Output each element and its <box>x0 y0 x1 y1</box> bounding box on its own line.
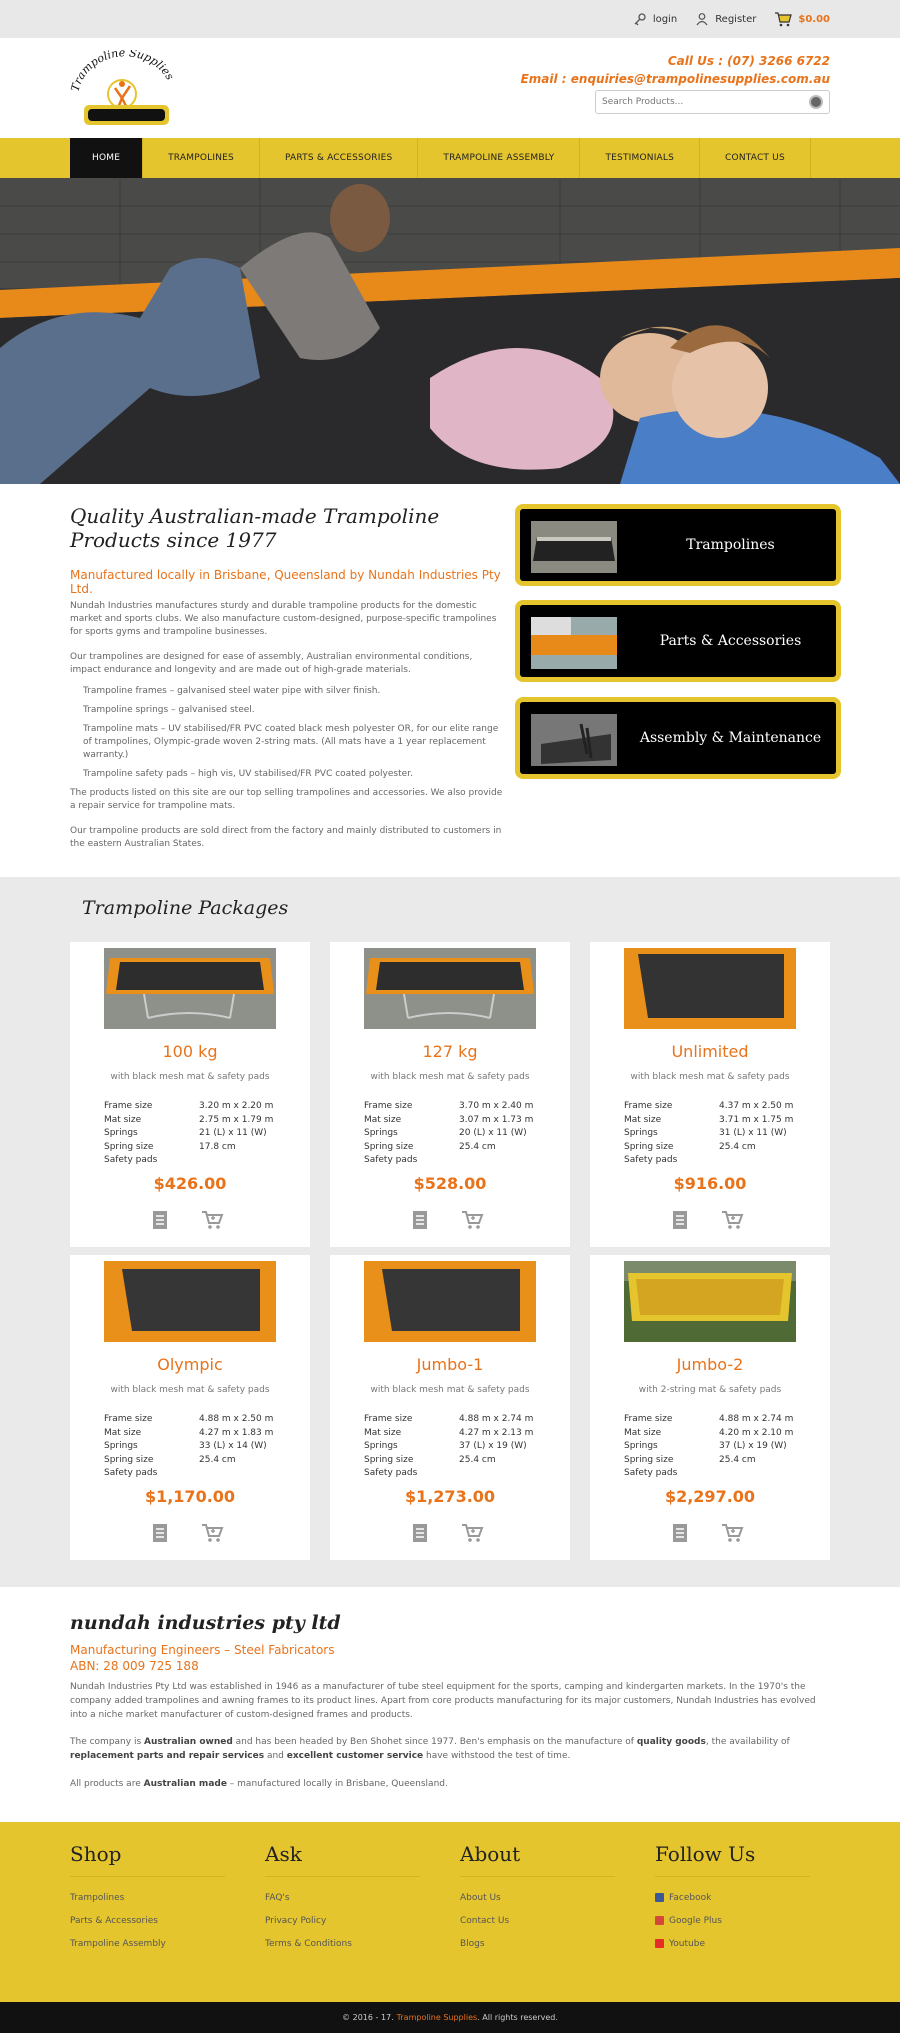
nav-home[interactable]: HOME <box>70 138 143 178</box>
package-actions <box>412 1210 483 1233</box>
logo-graphic <box>70 50 180 130</box>
spec-row: Mat size 3.07 m x 1.73 m <box>364 1114 534 1125</box>
package-specs <box>624 1413 793 1481</box>
spec-row: Safety pads <box>624 1468 678 1478</box>
copyright-brand-link[interactable]: Trampoline Supplies <box>396 2013 478 2022</box>
spec-row: Spring size 25.4 cm <box>624 1141 756 1152</box>
package-name[interactable]: Jumbo-1 <box>416 1355 484 1374</box>
package-name[interactable]: Unlimited <box>671 1042 749 1061</box>
footer-heading: Shop <box>70 1842 225 1877</box>
footer-link[interactable]: Parts & Accessories <box>70 1915 158 1926</box>
package-subtitle: with black mesh mat & safety pads <box>370 1385 530 1395</box>
package-price: $916.00 <box>673 1174 747 1193</box>
package-actions <box>672 1210 743 1233</box>
footer-heading: Ask <box>265 1842 420 1877</box>
package-actions <box>152 1523 223 1546</box>
footer-follow <box>655 1842 810 1960</box>
youtube-link[interactable]: Youtube <box>655 1937 810 1950</box>
footer-heading: Follow Us <box>655 1842 810 1877</box>
package-subtitle: with black mesh mat & safety pads <box>370 1072 530 1082</box>
top-bar <box>0 0 900 38</box>
site-logo[interactable] <box>70 50 180 130</box>
copyright-pre: © 2016 - 17. <box>342 2013 394 2022</box>
details-icon[interactable] <box>412 1523 428 1546</box>
login-label: login <box>652 13 678 25</box>
package-price: $1,273.00 <box>404 1487 496 1506</box>
about-paragraph-1: Nundah Industries Pty Ltd was established in 1946 as a manufacturer of tube steel equipment for the sports, camping and kindergarten markets. In the 1970's the company added trampolines and awning frames to its product lines. Apart from core products manufacturing for its major customers, Nundah Industries has evolved into a niche market manufacturer of custom-designed frames and products. <box>70 1682 816 1720</box>
google-plus-link[interactable]: Google Plus <box>655 1914 810 1927</box>
register-link[interactable] <box>695 12 756 26</box>
category-trampolines[interactable] <box>515 504 841 586</box>
spec-row: Safety pads <box>624 1155 678 1165</box>
main-nav <box>0 138 900 178</box>
list-item: Trampoline springs – galvanised steel. <box>83 705 255 715</box>
add-to-cart-icon[interactable] <box>721 1210 743 1233</box>
add-to-cart-icon[interactable] <box>461 1210 483 1233</box>
category-label: Parts & Accessories <box>659 633 802 649</box>
spec-row: Spring size 25.4 cm <box>364 1454 496 1465</box>
package-specs <box>364 1413 533 1481</box>
package-subtitle: with black mesh mat & safety pads <box>110 1072 270 1082</box>
nav-trampolines[interactable]: TRAMPOLINES <box>143 138 260 178</box>
footer-link[interactable]: About Us <box>460 1892 501 1903</box>
package-image[interactable] <box>624 1261 796 1342</box>
cart-link[interactable] <box>774 11 830 27</box>
spec-row: Spring size 25.4 cm <box>104 1454 236 1465</box>
package-card[interactable] <box>330 942 570 1247</box>
add-to-cart-icon[interactable] <box>721 1523 743 1546</box>
package-subtitle: with black mesh mat & safety pads <box>630 1072 790 1082</box>
about-paragraph-3: All products are Australian made – manufactured locally in Brisbane, Queensland. <box>70 1779 448 1789</box>
google-plus-icon <box>655 1916 664 1925</box>
copyright-bar <box>0 2002 900 2033</box>
spec-row: Mat size 3.71 m x 1.75 m <box>624 1114 794 1125</box>
package-name[interactable]: 100 kg <box>162 1042 218 1061</box>
spec-row: Frame size 3.70 m x 2.40 m <box>364 1101 534 1111</box>
spec-row: Spring size 25.4 cm <box>364 1141 496 1152</box>
package-card[interactable] <box>590 1255 830 1560</box>
facebook-link[interactable]: Facebook <box>655 1891 810 1904</box>
category-label: Assembly & Maintenance <box>639 730 822 746</box>
footer <box>0 1822 900 2002</box>
spec-row: Frame size 4.88 m x 2.74 m <box>624 1414 794 1424</box>
logo-text: Trampoline Supplies <box>70 50 177 93</box>
spec-row: Safety pads <box>104 1468 158 1478</box>
package-actions <box>152 1210 223 1233</box>
package-subtitle: with 2-string mat & safety pads <box>638 1385 782 1395</box>
about-title: nundah industries pty ltd <box>70 1612 341 1634</box>
register-label: Register <box>715 13 757 25</box>
spec-row: Springs 20 (L) x 11 (W) <box>364 1128 527 1138</box>
spec-row: Springs 37 (L) x 19 (W) <box>364 1441 527 1451</box>
intro-paragraph-3: The products listed on this site are our top selling trampolines and accessories. We also provide a repair service for trampoline mats. <box>70 788 503 811</box>
nav-parts-accessories[interactable]: PARTS & ACCESSORIES <box>260 138 418 178</box>
footer-link[interactable]: Terms & Conditions <box>265 1938 352 1949</box>
footer-link[interactable]: FAQ's <box>265 1892 290 1903</box>
search-box <box>595 90 830 114</box>
spec-row: Springs 21 (L) x 11 (W) <box>104 1128 267 1138</box>
spec-row: Frame size 4.88 m x 2.74 m <box>364 1414 534 1424</box>
youtube-icon <box>655 1939 664 1948</box>
spec-row: Frame size 3.20 m x 2.20 m <box>104 1101 274 1111</box>
packages-section <box>0 877 900 1587</box>
package-subtitle: with black mesh mat & safety pads <box>110 1385 270 1395</box>
copyright-post: . All rights reserved. <box>477 2013 558 2022</box>
intro-subtitle: Manufactured locally in Brisbane, Queensland by Nundah Industries Pty Ltd. <box>70 568 501 596</box>
details-icon[interactable] <box>412 1210 428 1233</box>
nav-testimonials[interactable]: TESTIMONIALS <box>580 138 700 178</box>
header <box>0 38 900 138</box>
spec-row: Springs 31 (L) x 11 (W) <box>624 1128 787 1138</box>
package-image[interactable] <box>364 948 536 1029</box>
spec-row: Mat size 2.75 m x 1.79 m <box>104 1114 274 1125</box>
nav-contact-us[interactable]: CONTACT US <box>700 138 811 178</box>
list-item: Trampoline safety pads – high vis, UV stabilised/FR PVC coated polyester. <box>83 769 413 779</box>
package-specs <box>104 1413 273 1481</box>
list-item: Trampoline frames – galvanised steel water pipe with silver finish. <box>83 686 381 696</box>
package-image[interactable] <box>104 1261 276 1342</box>
package-price: $528.00 <box>413 1174 487 1193</box>
package-specs <box>364 1100 533 1168</box>
package-name[interactable]: Jumbo-2 <box>676 1355 744 1374</box>
package-name[interactable]: Olympic <box>157 1355 223 1374</box>
add-to-cart-icon[interactable] <box>201 1523 223 1546</box>
footer-link[interactable]: Privacy Policy <box>265 1915 327 1926</box>
facebook-icon <box>655 1893 664 1902</box>
category-thumbnail <box>531 617 617 669</box>
footer-link[interactable]: Contact Us <box>460 1915 510 1926</box>
list-item: Trampoline mats – UV stabilised/FR PVC coated black mesh polyester OR, for our elite range of trampolines, Olympic-grade woven 2-string mats. (All mats have a 1 year replacement warranty.) <box>83 724 499 760</box>
package-price: $426.00 <box>153 1174 227 1193</box>
package-price: $1,170.00 <box>144 1487 236 1506</box>
search-input[interactable] <box>602 97 809 107</box>
category-thumbnail <box>531 714 617 766</box>
intro-section <box>0 484 900 877</box>
spec-row: Mat size 4.27 m x 1.83 m <box>104 1427 274 1438</box>
email[interactable]: Email : enquiries@trampolinesupplies.com.au <box>520 72 830 86</box>
call-us: Call Us : (07) 3266 6722 <box>667 54 830 68</box>
details-icon[interactable] <box>672 1210 688 1233</box>
nav-trampoline-assembly[interactable]: TRAMPOLINE ASSEMBLY <box>418 138 580 178</box>
intro-text <box>70 504 505 851</box>
package-card[interactable] <box>590 942 830 1247</box>
spec-row: Safety pads <box>364 1155 418 1165</box>
spec-row: Springs 33 (L) x 14 (W) <box>104 1441 267 1451</box>
about-subtitle: Manufacturing Engineers – Steel Fabricators <box>70 1643 335 1657</box>
category-assembly-maintenance[interactable] <box>515 697 841 779</box>
package-image[interactable] <box>364 1261 536 1342</box>
search-button-icon[interactable] <box>809 95 823 109</box>
spec-row: Mat size 4.27 m x 2.13 m <box>364 1427 534 1438</box>
details-icon[interactable] <box>672 1523 688 1546</box>
spec-row: Spring size 17.8 cm <box>104 1141 236 1152</box>
abn: ABN: 28 009 725 188 <box>70 1659 199 1673</box>
package-specs <box>624 1100 793 1168</box>
login-link[interactable] <box>633 12 677 26</box>
footer-link[interactable]: Blogs <box>460 1938 485 1949</box>
spec-row: Springs 37 (L) x 19 (W) <box>624 1441 787 1451</box>
footer-link[interactable]: Trampoline Assembly <box>70 1938 166 1949</box>
cart-icon <box>774 11 792 27</box>
intro-paragraph-1: Nundah Industries manufactures sturdy and durable trampoline products for the domestic market and sports clubs. We also manufacture custom-designed, purpose-specific trampolines for sports gyms and trampoline businesses. <box>70 601 497 637</box>
category-thumbnail <box>531 521 617 573</box>
details-icon[interactable] <box>152 1210 168 1233</box>
package-specs <box>104 1100 273 1168</box>
package-price: $2,297.00 <box>664 1487 756 1506</box>
details-icon[interactable] <box>152 1523 168 1546</box>
package-image[interactable] <box>104 948 276 1029</box>
intro-title: Quality Australian-made Trampoline Products since 1977 <box>70 504 440 552</box>
package-name[interactable]: 127 kg <box>422 1042 478 1061</box>
about-section <box>0 1587 900 1822</box>
intro-paragraph-2: Our trampolines are designed for ease of assembly, Australian environmental conditions, impact endurance and longevity and are made out of high-grade materials. <box>70 652 473 675</box>
add-to-cart-icon[interactable] <box>201 1210 223 1233</box>
hero-image <box>0 178 900 484</box>
contact-info <box>521 52 830 88</box>
key-icon <box>633 12 647 26</box>
footer-heading: About <box>460 1842 615 1877</box>
spec-row: Mat size 4.20 m x 2.10 m <box>624 1427 794 1438</box>
package-image[interactable] <box>624 948 796 1029</box>
category-parts-accessories[interactable] <box>515 600 841 682</box>
packages-heading: Trampoline Packages <box>82 897 289 919</box>
intro-paragraph-4: Our trampoline products are sold direct from the factory and mainly distributed to customers in the eastern Australian States. <box>70 826 502 849</box>
user-icon <box>695 12 709 26</box>
spec-row: Safety pads <box>364 1468 418 1478</box>
package-card[interactable] <box>70 1255 310 1560</box>
about-paragraph-2: The company is Australian owned and has been headed by Ben Shohet since 1977. Ben's emphasis on the manufacture of quality goods, the availability of replacement parts and repair services and excellent customer service have withstood the test of time. <box>70 1737 790 1761</box>
spec-row: Spring size 25.4 cm <box>624 1454 756 1465</box>
package-card[interactable] <box>70 942 310 1247</box>
add-to-cart-icon[interactable] <box>461 1523 483 1546</box>
cart-total: $0.00 <box>798 13 830 25</box>
footer-ask <box>265 1842 420 1960</box>
footer-link[interactable]: Trampolines <box>70 1892 125 1903</box>
spec-row: Frame size 4.88 m x 2.50 m <box>104 1414 274 1424</box>
package-actions <box>672 1523 743 1546</box>
footer-shop <box>70 1842 225 1960</box>
hero-photo <box>0 178 900 484</box>
spec-row: Frame size 4.37 m x 2.50 m <box>624 1101 794 1111</box>
material-list <box>70 685 505 781</box>
footer-about <box>460 1842 615 1960</box>
package-actions <box>412 1523 483 1546</box>
category-label: Trampolines <box>686 537 775 553</box>
spec-row: Safety pads <box>104 1155 158 1165</box>
package-card[interactable] <box>330 1255 570 1560</box>
